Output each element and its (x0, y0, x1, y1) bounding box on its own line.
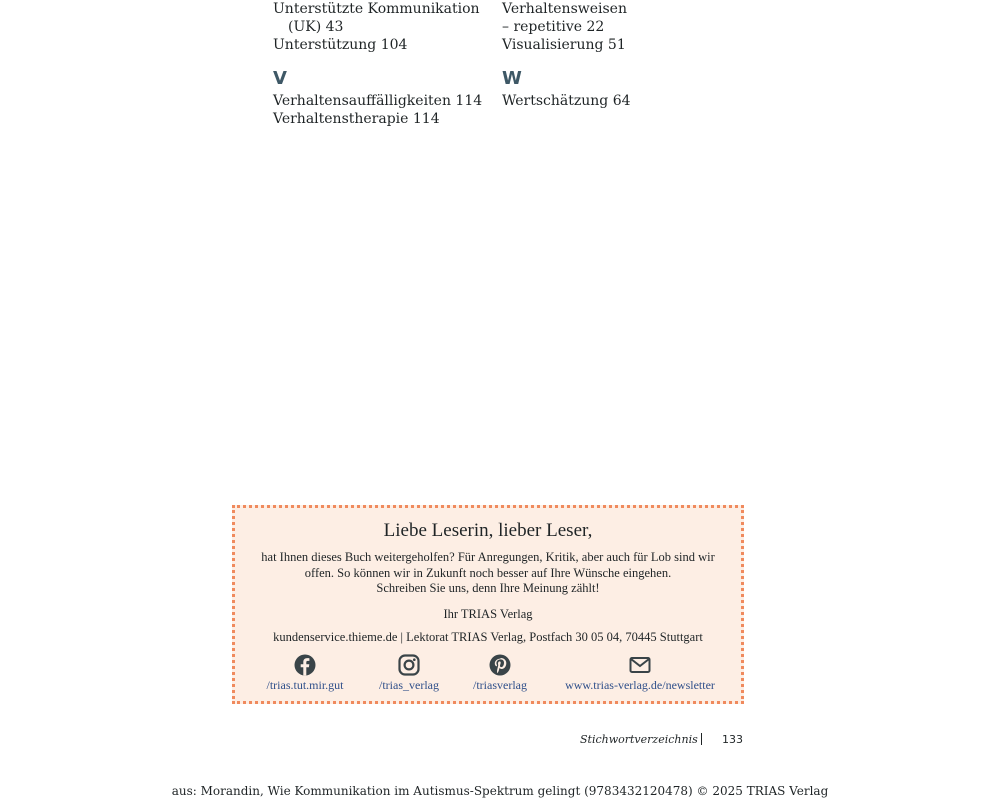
reader-body-line: Schreiben Sie uns, denn Ihre Meinung zählt! (376, 581, 600, 595)
newsletter-link[interactable] (555, 654, 725, 692)
reader-box-title: Liebe Leserin, lieber Leser, (383, 520, 593, 541)
social-links (235, 654, 741, 694)
instagram-handle[interactable]: /trias_verlag (379, 678, 439, 692)
reader-feedback-box (232, 505, 744, 704)
facebook-icon (294, 654, 316, 676)
index-subentry: (UK) 43 (288, 19, 344, 35)
reader-body-line: hat Ihnen dieses Buch weitergeholfen? Für Anregungen, Kritik, aber auch für Lob sind wir (261, 550, 715, 564)
index-entry: Visualisierung 51 (502, 37, 626, 53)
instagram-link[interactable] (373, 654, 445, 692)
index-entry: Wertschätzung 64 (502, 93, 631, 109)
facebook-handle[interactable]: /trias.tut.mir.gut (266, 678, 344, 692)
reader-box-body (249, 550, 727, 597)
reader-box-contact[interactable]: kundenservice.thieme.de | Lektorat TRIAS Verlag, Postfach 30 05 04, 70445 Stuttgart (273, 629, 703, 644)
index-entry: Unterstützte Kommunikation (273, 1, 480, 17)
mail-icon (629, 654, 651, 676)
page-number: 133 (722, 733, 743, 746)
footer-divider (701, 733, 702, 745)
index-column-left (273, 0, 488, 128)
pinterest-handle[interactable]: /triasverlag (473, 678, 527, 692)
index-subentry: – repetitive 22 (502, 19, 605, 35)
reader-box-signature: Ihr TRIAS Verlag (443, 606, 533, 621)
source-citation: aus: Morandin, Wie Kommunikation im Autismus-Spektrum gelingt (9783432120478) © 2025 TRIAS Verlag (171, 784, 829, 798)
index-column-right (502, 0, 717, 110)
instagram-icon (398, 654, 420, 676)
index-letter-heading-v: V (273, 68, 287, 89)
newsletter-url[interactable]: www.trias-verlag.de/newsletter (565, 678, 715, 692)
pinterest-link[interactable] (465, 654, 535, 692)
index-letter-heading-w: W (502, 68, 522, 89)
index-entry: Verhaltenstherapie 114 (273, 111, 440, 127)
index-entry: Verhaltensweisen (502, 1, 627, 17)
running-footer-section: Stichwortverzeichnis (580, 733, 698, 746)
reader-body-line: offen. So können wir in Zukunft noch besser auf Ihre Wünsche eingehen. (304, 565, 672, 580)
index-entry: Verhaltensauffälligkeiten 114 (273, 93, 483, 109)
pinterest-icon (489, 654, 511, 676)
facebook-link[interactable] (263, 654, 347, 692)
index-entry: Unterstützung 104 (273, 37, 408, 53)
